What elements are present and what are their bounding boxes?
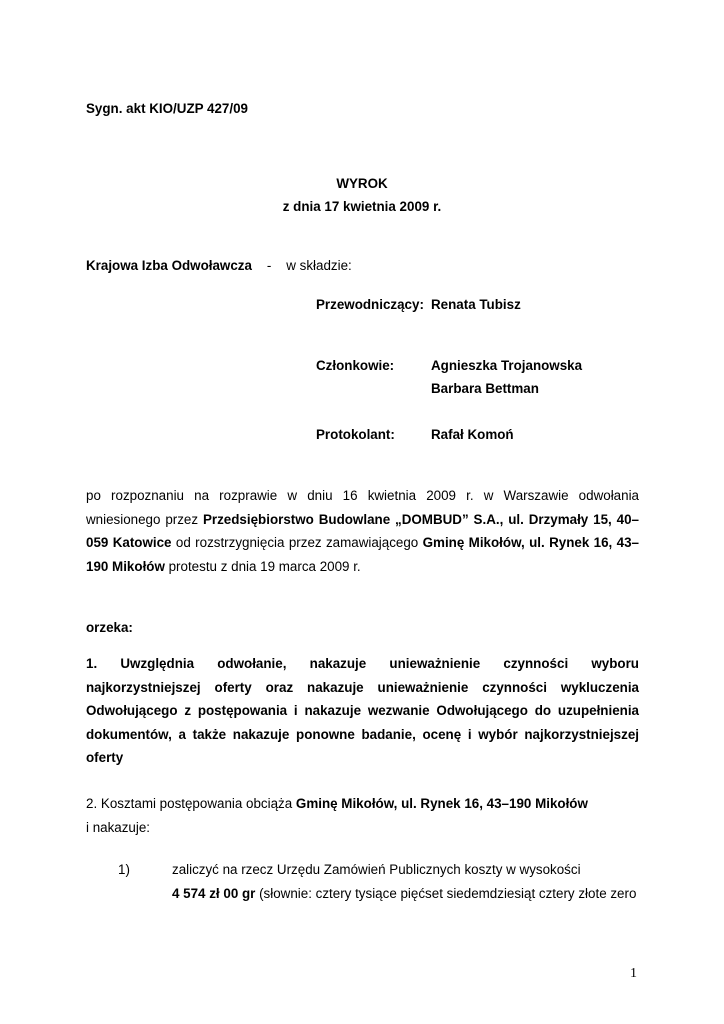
- appellant-name: Przedsiębiorstwo Budowlane „DOMBUD” S.A., ul. Drzymały 15, 40–059 Katowice: [86, 511, 639, 550]
- subpoint-amount-line: [172, 886, 636, 901]
- page-number: 1: [630, 966, 637, 981]
- ruling-point-1: [86, 652, 639, 770]
- subpoint-number: 1): [118, 862, 130, 877]
- point-2-party: Gminę Mikołów, ul. Rynek 16, 43–190 Mikołów: [295, 796, 588, 811]
- document-title: WYROK: [336, 176, 388, 191]
- judgment-date: z dnia 17 kwietnia 2009 r.: [282, 199, 442, 214]
- separator: -: [266, 258, 272, 273]
- ruling-point-1-text: 1. Uwzględnia odwołanie, nakazuje unieważnienie czynności wyboru najkorzystniejszej oferty oraz nakazuje unieważnienie czynności wykluczenia Odwołującego z postępowania i nakazuje wezwanie Odwołującego do uzupełnienia dokumentów, a także nakazuje ponowne badanie, ocenę i wybór najkorzystniejszej oferty: [86, 656, 639, 765]
- appeal-paragraph: [86, 484, 639, 578]
- case-reference: Sygn. akt KIO/UZP 427/09: [86, 101, 248, 116]
- point-2-suffix: i nakazuje:: [86, 819, 151, 835]
- composition-intro: w składzie:: [286, 258, 352, 273]
- ruling-heading: orzeka:: [86, 620, 133, 635]
- appeal-text-1: po rozpoznaniu na rozprawie w dniu 16 kwietnia 2009 r. w Warszawie odwołania wniesionego przez: [86, 488, 639, 527]
- subpoint-text: zaliczyć na rzecz Urzędu Zamówień Publicznych koszty w wysokości: [172, 862, 581, 877]
- fee-amount: 4 574 zł 00 gr: [172, 886, 256, 901]
- ruling-point-2: [86, 792, 639, 839]
- panel-intro: [86, 258, 352, 273]
- member-1-name: Agnieszka Trojanowska: [431, 358, 583, 373]
- clerk-name: Rafał Komoń: [431, 427, 514, 442]
- chamber-name: Krajowa Izba Odwoławcza: [86, 258, 252, 273]
- contracting-authority: Gminę Mikołów, ul. Rynek 16, 43–190 Mikołów: [86, 535, 639, 574]
- member-2-name: Barbara Bettman: [431, 381, 539, 396]
- members-label: Członkowie:: [316, 358, 395, 373]
- chair-name: Renata Tubisz: [431, 297, 521, 312]
- appeal-text-3: protestu z dnia 19 marca 2009 r.: [164, 558, 361, 574]
- appeal-text-2: od rozstrzygnięcia przez zamawiającego: [171, 535, 423, 550]
- point-2-prefix: 2. Kosztami postępowania obciąża: [86, 796, 296, 811]
- clerk-label: Protokolant:: [316, 427, 395, 442]
- chair-label: Przewodniczący:: [316, 297, 424, 312]
- fee-amount-words: (słownie: cztery tysiące pięćset siedemdziesiąt cztery złote zero: [255, 886, 637, 901]
